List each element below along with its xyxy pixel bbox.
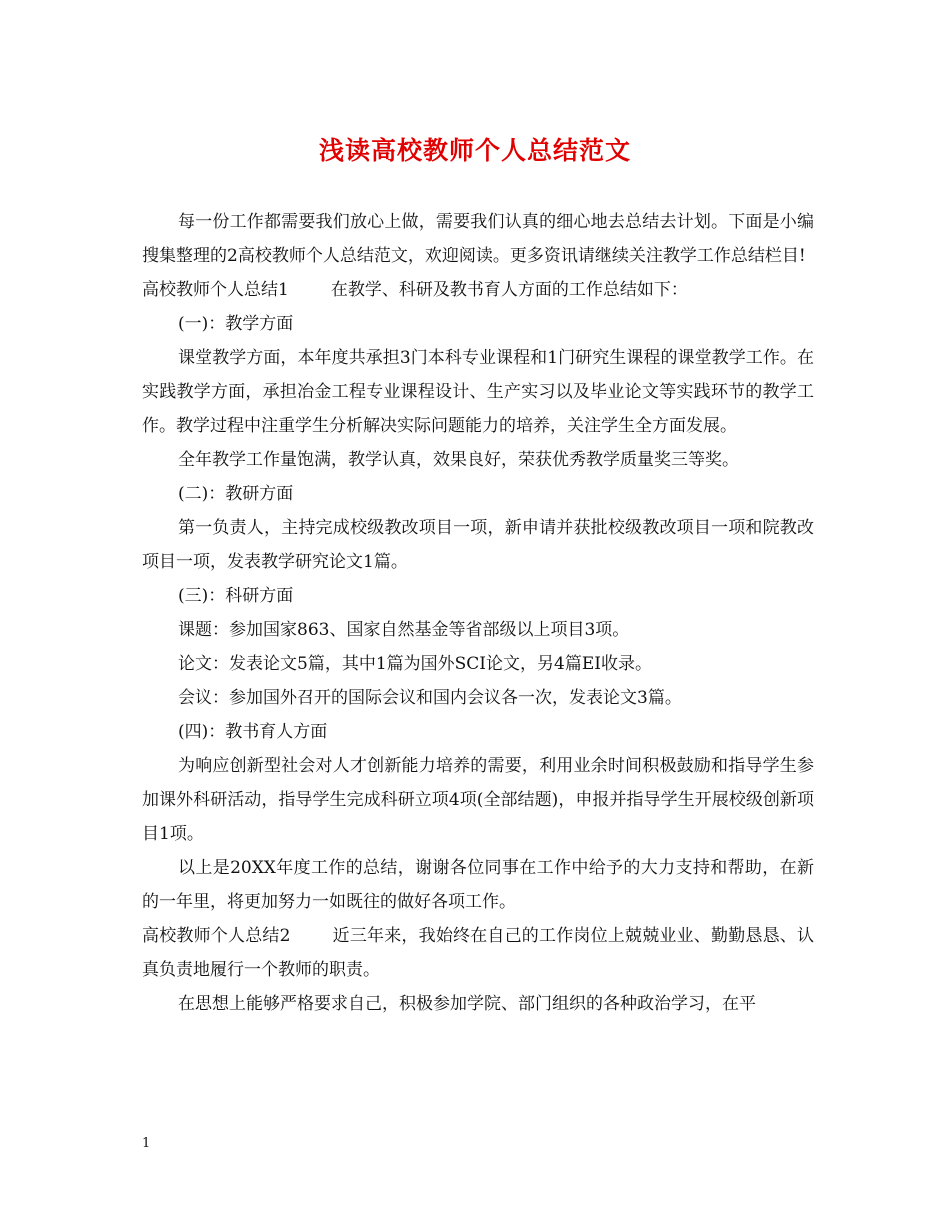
science-heading: (三)：科研方面 — [178, 586, 294, 606]
document-title: 浅读高校教师个人总结范文 — [318, 136, 631, 165]
closing-paragraph: 以上是20XX年度工作的总结，谢谢各位同事在工作中给予的大力支持和帮助，在新的一年里，将更加努力一如既往的做好各项工作。 — [142, 858, 814, 912]
mentoring-paragraph: 为响应创新型社会对人才创新能力培养的需要，利用业余时间积极鼓励和指导学生参加课外科研活动，指导学生完成科研立项4项(全部结题)，申报并指导学生开展校级创新项目1项。 — [142, 756, 814, 844]
page-number: 1 — [142, 1136, 151, 1151]
science-papers: 论文：发表论文5篇，其中1篇为国外SCI论文，另4篇EI收录。 — [178, 654, 652, 674]
summary2-heading-line — [142, 919, 814, 987]
teaching-research-heading: (二)：教研方面 — [178, 484, 294, 504]
teaching-paragraph-2: 全年教学工作量饱满，教学认真，效果良好，荣获优秀教学质量奖三等奖。 — [178, 450, 739, 470]
teaching-paragraph-1: 课堂教学方面，本年度共承担3门本科专业课程和1门研究生课程的课堂教学工作。在实践教学方面，承担冶金工程专业课程设计、生产实习以及毕业论文等实践环节的教学工作。教学过程中注重学生分析解决实际问题能力的培养，关注学生全方面发展。 — [142, 348, 814, 436]
science-conferences: 会议：参加国外召开的国际会议和国内会议各一次，发表论文3篇。 — [178, 688, 682, 708]
science-topics: 课题：参加国家863、国家自然基金等省部级以上项目3项。 — [178, 620, 630, 640]
summary2-paragraph-1: 在思想上能够严格要求自己，积极参加学院、部门组织的各种政治学习，在平 — [178, 994, 756, 1014]
summary2-lead: 近三年来，我始终在自己的工作岗位上兢兢业业、勤勤恳恳、认真负责地履行一个教师的职责。 — [142, 926, 814, 980]
document-body — [142, 205, 814, 1021]
summary1-heading: 高校教师个人总结1 — [142, 280, 289, 300]
summary2-heading: 高校教师个人总结2 — [142, 926, 291, 946]
mentoring-heading: (四)：教书育人方面 — [178, 722, 328, 742]
summary1-lead: 在教学、科研及教书育人方面的工作总结如下： — [330, 280, 688, 300]
teaching-heading: (一)：教学方面 — [178, 314, 294, 334]
teaching-research-paragraph: 第一负责人，主持完成校级教改项目一项，新申请并获批校级教改项目一项和院教改项目一项，发表教学研究论文1篇。 — [142, 518, 814, 572]
summary1-heading-line — [142, 273, 814, 307]
intro-paragraph: 每一份工作都需要我们放心上做，需要我们认真的细心地去总结去计划。下面是小编搜集整理的2高校教师个人总结范文，欢迎阅读。更多资讯请继续关注教学工作总结栏目! — [142, 212, 814, 266]
